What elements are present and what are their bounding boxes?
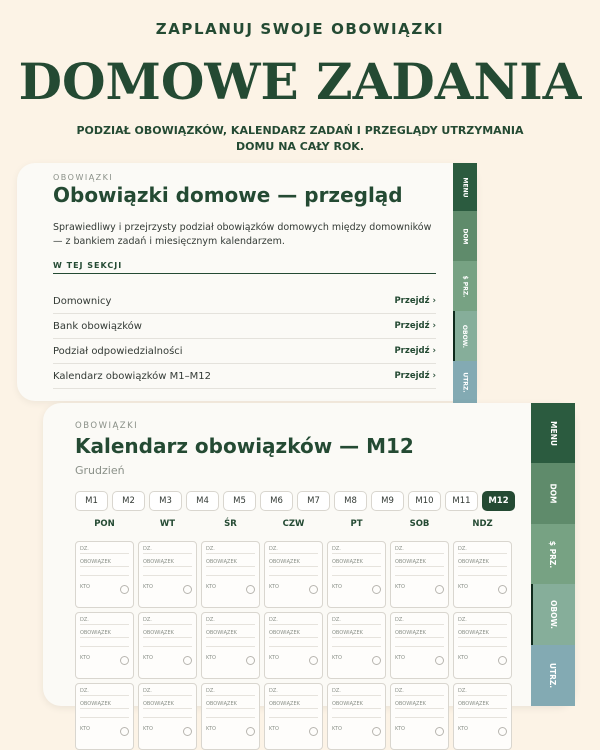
in-section-label: W TEJ SEKCJI	[53, 261, 123, 270]
who-label: KTO	[332, 655, 342, 661]
cell-line	[143, 637, 192, 638]
cell-line	[269, 708, 318, 709]
month-tab-m9[interactable]: M9	[371, 491, 404, 511]
tab-label: DOM	[461, 227, 469, 245]
done-checkbox[interactable]	[435, 727, 444, 736]
cell-line	[143, 566, 192, 567]
cell-line	[332, 637, 381, 638]
month-name: Grudzień	[75, 464, 125, 477]
cell-line	[143, 695, 192, 696]
calendar-day-cell[interactable]	[264, 541, 323, 608]
tab-menu[interactable]	[531, 403, 575, 463]
who-label: KTO	[332, 584, 342, 590]
calendar-day-cell[interactable]	[453, 612, 512, 679]
calendar-day-cell[interactable]	[453, 541, 512, 608]
cell-line	[458, 708, 507, 709]
calendar-day-cell[interactable]	[264, 683, 323, 750]
list-item-label: Domownicy	[53, 295, 112, 307]
day-label: DZ.	[206, 546, 215, 552]
go-link[interactable]: Przejdź ›	[394, 321, 436, 331]
who-label: KTO	[206, 584, 216, 590]
calendar-day-cell[interactable]	[264, 612, 323, 679]
month-tab-m3[interactable]: M3	[149, 491, 182, 511]
cell-line	[269, 624, 318, 625]
who-label: KTO	[269, 726, 279, 732]
day-label: DZ.	[269, 688, 278, 694]
divider	[53, 273, 436, 274]
calendar-day-cell[interactable]	[75, 683, 134, 750]
month-tab-m10[interactable]: M10	[408, 491, 441, 511]
section-label: OBOWIĄZKI	[75, 421, 139, 431]
day-label: DZ.	[332, 688, 341, 694]
calendar-day-cell[interactable]	[138, 612, 197, 679]
done-checkbox[interactable]	[498, 585, 507, 594]
task-label: OBOWIĄZEK	[332, 701, 363, 707]
cell-line	[332, 575, 381, 576]
day-label: DZ.	[80, 688, 89, 694]
tab-dom[interactable]	[453, 211, 477, 261]
side-tabs	[453, 163, 477, 401]
cell-line	[80, 624, 129, 625]
weekday-label: WT	[159, 519, 176, 529]
task-label: OBOWIĄZEK	[458, 630, 489, 636]
cell-line	[269, 717, 318, 718]
done-checkbox[interactable]	[498, 727, 507, 736]
who-label: KTO	[269, 584, 279, 590]
cell-line	[395, 695, 444, 696]
tab-obowiazki[interactable]	[453, 311, 477, 361]
who-label: KTO	[143, 584, 153, 590]
calendar-grid	[75, 541, 512, 750]
cell-line	[206, 695, 255, 696]
calendar-day-cell[interactable]	[327, 612, 386, 679]
cell-line	[458, 553, 507, 554]
month-tab-m6[interactable]: M6	[260, 491, 293, 511]
cell-line	[458, 646, 507, 647]
day-label: DZ.	[143, 617, 152, 623]
task-label: OBOWIĄZEK	[458, 701, 489, 707]
cell-line	[80, 575, 129, 576]
page-title: Kalendarz obowiązków — M12	[75, 434, 414, 458]
task-label: OBOWIĄZEK	[332, 559, 363, 565]
day-label: DZ.	[206, 617, 215, 623]
weekday-label: NDZ	[472, 519, 493, 529]
day-label: DZ.	[269, 546, 278, 552]
day-label: DZ.	[332, 617, 341, 623]
weekday-label: PON	[94, 519, 115, 529]
done-checkbox[interactable]	[246, 656, 255, 665]
cell-line	[332, 695, 381, 696]
list-item-domownicy[interactable]	[53, 289, 436, 314]
who-label: KTO	[80, 726, 90, 732]
month-tab-m11[interactable]: M11	[445, 491, 478, 511]
task-label: OBOWIĄZEK	[395, 630, 426, 636]
weekday-label: SOB	[409, 519, 430, 529]
go-link[interactable]: Przejdź ›	[394, 371, 436, 381]
done-checkbox[interactable]	[183, 585, 192, 594]
day-label: DZ.	[143, 688, 152, 694]
cell-line	[80, 646, 129, 647]
cell-line	[269, 575, 318, 576]
cell-line	[395, 553, 444, 554]
cell-line	[395, 575, 444, 576]
go-link[interactable]: Przejdź ›	[394, 346, 436, 356]
done-checkbox[interactable]	[372, 656, 381, 665]
list-item-label: Kalendarz obowiązków M1–M12	[53, 370, 211, 382]
cell-line	[206, 708, 255, 709]
cell-line	[206, 575, 255, 576]
calendar-day-cell[interactable]	[201, 683, 260, 750]
list-item-podzial[interactable]	[53, 339, 436, 364]
section-list	[53, 289, 436, 389]
cell-line	[332, 646, 381, 647]
calendar-day-cell[interactable]	[75, 541, 134, 608]
task-label: OBOWIĄZEK	[143, 630, 174, 636]
day-label: DZ.	[80, 546, 89, 552]
weekday-label: ŚR	[224, 519, 237, 529]
calendar-day-cell[interactable]	[201, 541, 260, 608]
calendar-day-cell[interactable]	[327, 683, 386, 750]
month-tab-m1[interactable]: M1	[75, 491, 108, 511]
calendar-day-cell[interactable]	[138, 683, 197, 750]
done-checkbox[interactable]	[309, 727, 318, 736]
done-checkbox[interactable]	[246, 585, 255, 594]
day-label: DZ.	[458, 546, 467, 552]
day-label: DZ.	[395, 688, 404, 694]
who-label: KTO	[458, 726, 468, 732]
cell-line	[395, 646, 444, 647]
tab-menu[interactable]	[453, 163, 477, 211]
section-description: Sprawiedliwy i przejrzysty podział obowiązków domowych między domowników — z bankiem zadań i miesięcznym kalendarzem.	[53, 222, 432, 247]
who-label: KTO	[458, 584, 468, 590]
day-label: DZ.	[458, 688, 467, 694]
cell-line	[143, 624, 192, 625]
cell-line	[332, 624, 381, 625]
tab-label: OBOW.	[461, 324, 469, 348]
tab-label: $ PRZ.	[461, 275, 469, 297]
cell-line	[206, 566, 255, 567]
hero-title: DOMOWE ZADANIA	[18, 52, 582, 111]
who-label: KTO	[143, 726, 153, 732]
who-label: KTO	[80, 655, 90, 661]
done-checkbox[interactable]	[435, 585, 444, 594]
hero-subtitle: PODZIAŁ OBOWIĄZKÓW, KALENDARZ ZADAŃ I PRZEGLĄDY UTRZYMANIA DOMU NA CAŁY ROK.	[76, 124, 524, 153]
cell-line	[143, 717, 192, 718]
cell-line	[206, 646, 255, 647]
cell-line	[143, 708, 192, 709]
cell-line	[458, 695, 507, 696]
done-checkbox[interactable]	[498, 656, 507, 665]
cell-line	[395, 717, 444, 718]
cell-line	[206, 717, 255, 718]
calendar-day-cell[interactable]	[390, 683, 449, 750]
cell-line	[80, 708, 129, 709]
cell-line	[143, 575, 192, 576]
cell-line	[395, 566, 444, 567]
done-checkbox[interactable]	[183, 656, 192, 665]
who-label: KTO	[395, 655, 405, 661]
side-tabs	[531, 403, 575, 706]
task-label: OBOWIĄZEK	[143, 559, 174, 565]
calendar-day-cell[interactable]	[390, 612, 449, 679]
cell-line	[395, 624, 444, 625]
task-label: OBOWIĄZEK	[80, 630, 111, 636]
calendar-day-cell[interactable]	[75, 612, 134, 679]
calendar-day-cell[interactable]	[138, 541, 197, 608]
cell-line	[143, 553, 192, 554]
cell-line	[395, 637, 444, 638]
weekday-label: CZW	[282, 519, 305, 529]
tab-przeglady[interactable]	[531, 524, 575, 584]
cell-line	[332, 553, 381, 554]
calendar-day-cell[interactable]	[453, 683, 512, 750]
who-label: KTO	[458, 655, 468, 661]
overview-card	[17, 163, 477, 401]
cell-line	[269, 646, 318, 647]
cell-line	[269, 553, 318, 554]
done-checkbox[interactable]	[246, 727, 255, 736]
cell-line	[143, 646, 192, 647]
task-label: OBOWIĄZEK	[206, 630, 237, 636]
go-link[interactable]: Przejdź ›	[394, 296, 436, 306]
tab-label: $ PRZ.	[548, 540, 558, 568]
task-label: OBOWIĄZEK	[332, 630, 363, 636]
weekday-label: PT	[350, 519, 363, 529]
cell-line	[269, 695, 318, 696]
cell-line	[206, 637, 255, 638]
cell-line	[332, 717, 381, 718]
who-label: KTO	[269, 655, 279, 661]
cell-line	[80, 566, 129, 567]
done-checkbox[interactable]	[120, 656, 129, 665]
tab-label: MENU	[548, 420, 558, 446]
cell-line	[269, 637, 318, 638]
task-label: OBOWIĄZEK	[269, 701, 300, 707]
cell-line	[458, 637, 507, 638]
day-label: DZ.	[395, 617, 404, 623]
cell-line	[80, 553, 129, 554]
cell-line	[80, 637, 129, 638]
done-checkbox[interactable]	[372, 585, 381, 594]
tab-obowiazki[interactable]	[531, 584, 575, 645]
day-label: DZ.	[458, 617, 467, 623]
list-item-bank[interactable]	[53, 314, 436, 339]
month-tabs	[75, 491, 515, 511]
month-tab-m2[interactable]: M2	[112, 491, 145, 511]
who-label: KTO	[332, 726, 342, 732]
day-label: DZ.	[206, 688, 215, 694]
cell-line	[206, 553, 255, 554]
tab-dom[interactable]	[531, 463, 575, 524]
cell-line	[80, 695, 129, 696]
who-label: KTO	[395, 726, 405, 732]
who-label: KTO	[206, 655, 216, 661]
done-checkbox[interactable]	[309, 585, 318, 594]
task-label: OBOWIĄZEK	[395, 701, 426, 707]
who-label: KTO	[395, 584, 405, 590]
who-label: KTO	[143, 655, 153, 661]
done-checkbox[interactable]	[435, 656, 444, 665]
tab-label: DOM	[548, 483, 558, 504]
task-label: OBOWIĄZEK	[395, 559, 426, 565]
day-label: DZ.	[332, 546, 341, 552]
task-label: OBOWIĄZEK	[206, 701, 237, 707]
month-tab-m4[interactable]: M4	[186, 491, 219, 511]
task-label: OBOWIĄZEK	[269, 630, 300, 636]
done-checkbox[interactable]	[120, 585, 129, 594]
cell-line	[269, 566, 318, 567]
task-label: OBOWIĄZEK	[269, 559, 300, 565]
done-checkbox[interactable]	[120, 727, 129, 736]
who-label: KTO	[80, 584, 90, 590]
page-title: Obowiązki domowe — przegląd	[53, 183, 403, 207]
cell-line	[80, 717, 129, 718]
tab-utrzymanie[interactable]	[531, 645, 575, 706]
task-label: OBOWIĄZEK	[458, 559, 489, 565]
task-label: OBOWIĄZEK	[80, 701, 111, 707]
cell-line	[458, 566, 507, 567]
calendar-day-cell[interactable]	[327, 541, 386, 608]
tab-przeglady[interactable]	[453, 261, 477, 311]
weekday-header	[75, 519, 512, 529]
day-label: DZ.	[143, 546, 152, 552]
tab-label: MENU	[461, 177, 469, 197]
calendar-day-cell[interactable]	[390, 541, 449, 608]
calendar-day-cell[interactable]	[201, 612, 260, 679]
list-item-kalendarz[interactable]	[53, 364, 436, 389]
tab-utrzymanie[interactable]	[453, 361, 477, 403]
done-checkbox[interactable]	[372, 727, 381, 736]
cell-line	[458, 717, 507, 718]
done-checkbox[interactable]	[309, 656, 318, 665]
eyebrow: ZAPLANUJ SWOJE OBOWIĄZKI	[155, 20, 445, 38]
day-label: DZ.	[80, 617, 89, 623]
list-item-label: Podział odpowiedzialności	[53, 345, 183, 357]
cell-line	[332, 708, 381, 709]
who-label: KTO	[206, 726, 216, 732]
cell-line	[395, 708, 444, 709]
month-tab-m5[interactable]: M5	[223, 491, 256, 511]
task-label: OBOWIĄZEK	[206, 559, 237, 565]
done-checkbox[interactable]	[183, 727, 192, 736]
cell-line	[458, 575, 507, 576]
month-tab-m7[interactable]: M7	[297, 491, 330, 511]
calendar-card	[43, 403, 575, 732]
task-label: OBOWIĄZEK	[80, 559, 111, 565]
cell-line	[458, 624, 507, 625]
list-item-label: Bank obowiązków	[53, 320, 142, 332]
month-tab-m8[interactable]: M8	[334, 491, 367, 511]
cell-line	[332, 566, 381, 567]
month-tab-m12[interactable]: M12	[482, 491, 515, 511]
day-label: DZ.	[395, 546, 404, 552]
cell-line	[206, 624, 255, 625]
task-label: OBOWIĄZEK	[143, 701, 174, 707]
section-label: OBOWIĄZKI	[53, 173, 114, 182]
day-label: DZ.	[269, 617, 278, 623]
tab-label: UTRZ.	[548, 662, 558, 689]
tab-label: UTRZ.	[461, 371, 469, 393]
tab-label: OBOW.	[548, 600, 558, 629]
